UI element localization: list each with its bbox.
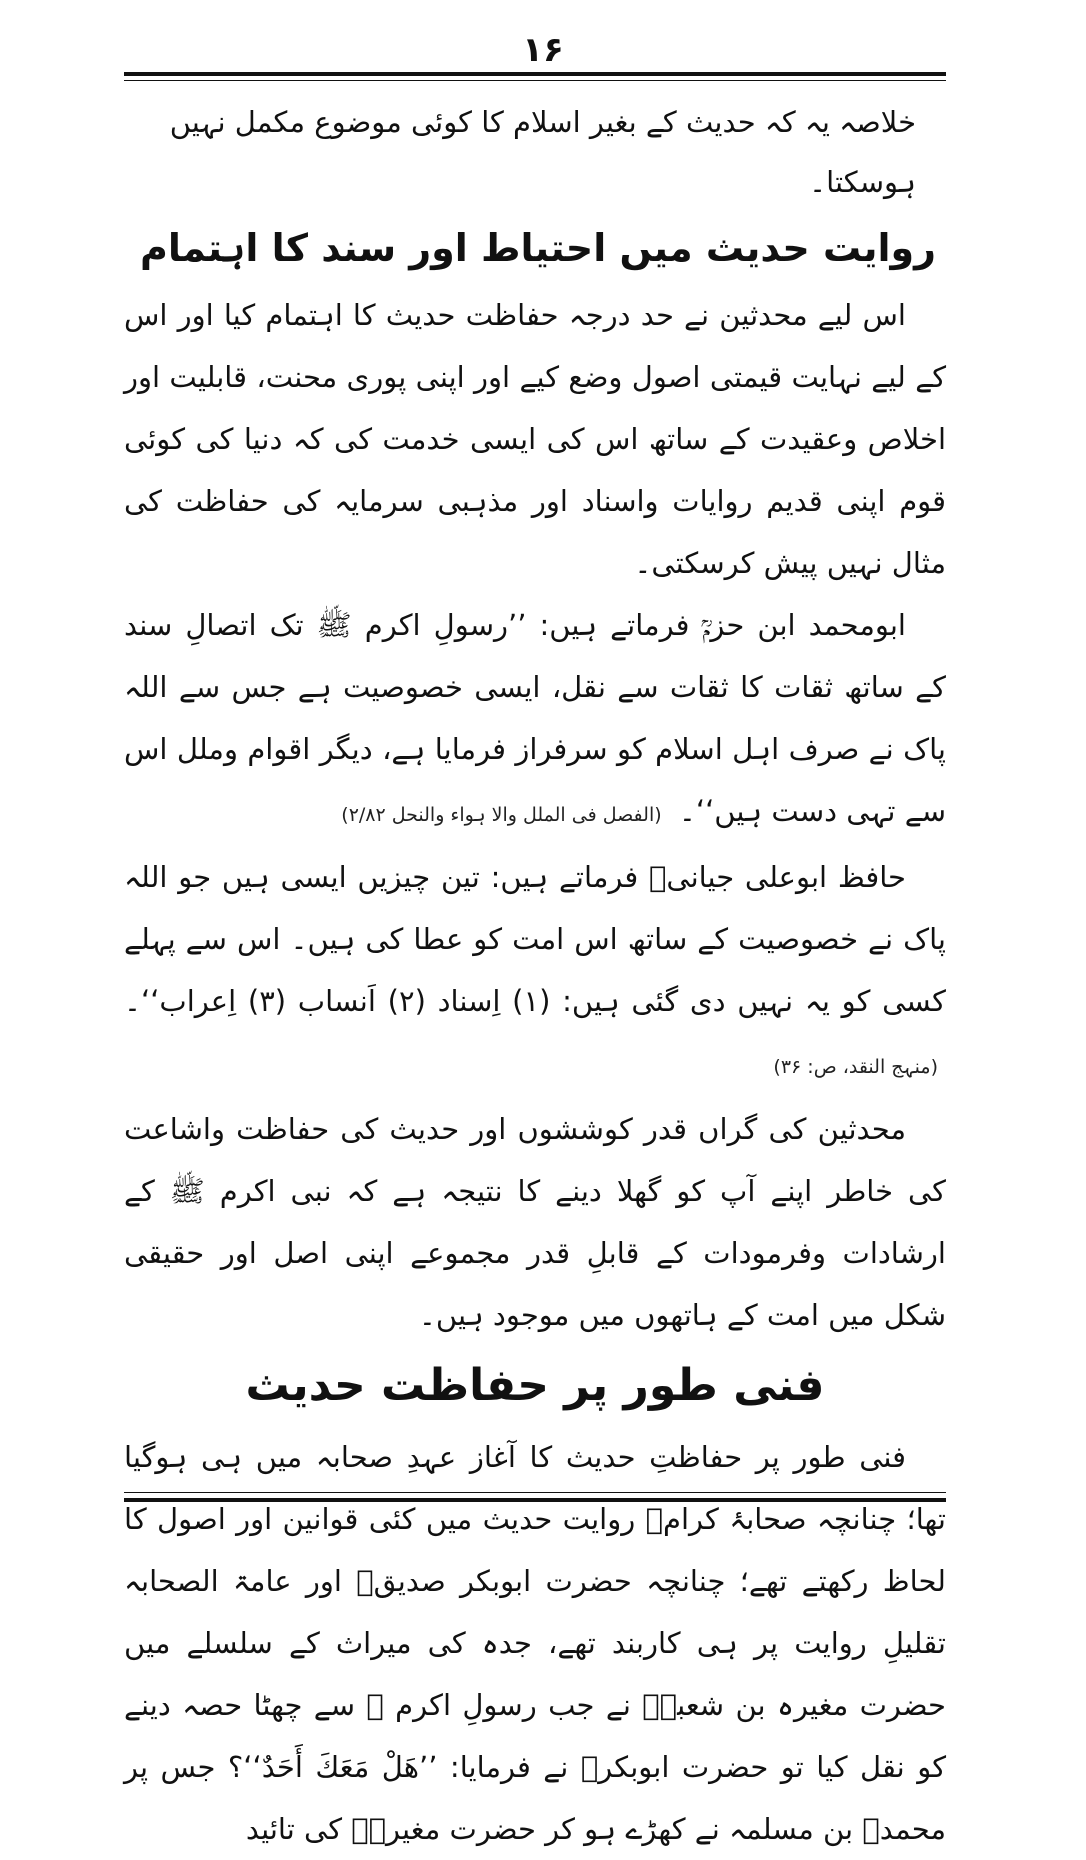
reference-manhaj-al-naqd: (منہج النقد، ص: ۳۶) [773, 1056, 938, 1078]
reference-al-fasl: (الفصل فی الملل والا ہواء والنحل ۲/۸۲) [341, 804, 662, 826]
section-heading-isnad: روایت حدیث میں احتیاط اور سند کا اہتمام [140, 226, 936, 270]
summary-text: خلاصہ یہ کہ حدیث کے بغیر اسلام کا کوئی موضوع مکمل نہیں ہوسکتا۔ [169, 105, 916, 199]
footer-rule-thick [124, 1498, 946, 1502]
page-number: ۱۶ [522, 30, 564, 70]
paragraph-jayyani [124, 846, 946, 1098]
header-rule-thin [124, 80, 946, 81]
paragraph-efforts: محدثین کی گراں قدر کوششوں اور حدیث کی حفاظت واشاعت کی خاطر اپنے آپ کو گھلا دینے کا نتیجہ ہے کہ نبی اکرم ﷺ کے ارشادات وفرمودات کے قابلِ قدر مجموعے اپنی اصل اور حقیقی شکل میں امت کے ہاتھوں میں موجود ہیں۔ [124, 1112, 946, 1332]
paragraph-ibn-hazm [124, 594, 946, 846]
page-body [124, 92, 946, 1860]
paragraph-sahaba: فنی طور پر حفاظتِ حدیث کا آغاز عہدِ صحابہ میں ہی ہوگیا تھا؛ چنانچہ صحابۂ کرامؓ روایت حدیث میں کئی قوانین اور اصول کا لحاظ رکھتے تھے؛ چنانچہ حضرت ابوبکر صدیقؓ اور عامۃ الصحابہ تقلیلِ روایت پر ہی کاربند تھے، جدہ کی میراث کے سلسلے میں حضرت مغیرہ بن شعبہؓ نے جب رسولِ اکرم ﷺ سے چھٹا حصہ دینے کو نقل کیا تو حضرت ابوبکرؓ نے فرمایا: ’’هَلْ مَعَكَ أَحَدٌ‘‘؟ جس پر محمدؓ بن مسلمہ نے کھڑے ہو کر حضرت مغیرہؓ کی تائید [124, 1440, 946, 1846]
section-heading-technical-preservation: فنی طور پر حفاظت حدیث [245, 1360, 825, 1411]
footer-rule-thin [124, 1492, 946, 1493]
header-rule-thick [124, 72, 946, 76]
paragraph-ibn-hazm-text: ابومحمد ابن حزمؒ فرماتے ہیں: ’’رسولِ اکرم ﷺ تک اتصالِ سند کے ساتھ ثقات کا ثقات سے نقل، ایسی خصوصیت ہے جس سے اللہ پاک نے صرف اہل اسلام کو سرفراز فرمایا ہے، دیگر اقوام وملل اس سے تہی دست ہیں‘‘۔ [124, 608, 946, 828]
paragraph-jayyani-text: حافظ ابوعلی جیانیؒ فرماتے ہیں: تین چیزیں ایسی ہیں جو اللہ پاک نے خصوصیت کے ساتھ اس امت کو عطا کی ہیں۔ اس سے پہلے کسی کو یہ نہیں دی گئی ہیں: (۱) اِسناد (۲) اَنساب (۳) اِعراب‘‘۔ [124, 860, 946, 1018]
paragraph-muhaddithin: اس لیے محدثین نے حد درجہ حفاظت حدیث کا اہتمام کیا اور اس کے لیے نہایت قیمتی اصول وضع کیے اور اپنی پوری محنت، قابلیت اور اخلاص وعقیدت کے ساتھ اس کی ایسی خدمت کی کہ دنیا کی کوئی قوم اپنی قدیم روایات واسناد اور مذہبی سرمایہ کی حفاظت کی مثال نہیں پیش کرسکتی۔ [124, 298, 946, 580]
